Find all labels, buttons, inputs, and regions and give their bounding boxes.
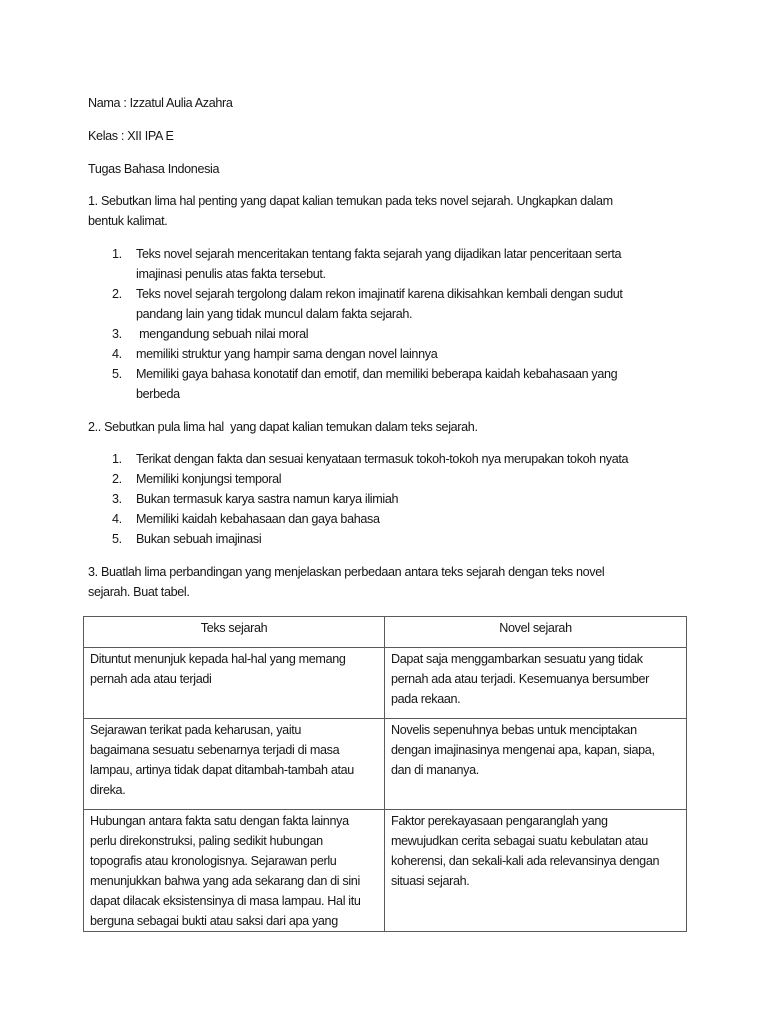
question-2-prompt: 2.. Sebutkan pula lima hal yang dapat kalian temukan dalam teks sejarah. — [88, 420, 478, 434]
cell-line: Novelis sepenuhnya bebas untuk menciptakan — [391, 723, 637, 737]
list-item-text: Teks novel sejarah menceritakan tentang fakta sejarah yang dijadikan latar penceritaan serta — [136, 247, 622, 261]
cell-line: mewujudkan cerita sebagai suatu kebulatan atau — [391, 834, 648, 848]
cell-novel-sejarah — [385, 719, 687, 810]
list-item-number: 5. — [112, 367, 122, 381]
list-item-number: 3. — [112, 492, 122, 506]
student-name: Nama : Izzatul Aulia Azahra — [88, 96, 233, 110]
list-item-text: imajinasi penulis atas fakta tersebut. — [136, 267, 326, 281]
list-item — [112, 324, 623, 344]
question-1-prompt-line: 1. Sebutkan lima hal penting yang dapat kalian temukan pada teks novel sejarah. Ungkapkan dalam — [88, 194, 613, 208]
list-item — [112, 284, 623, 324]
cell-line: lampau, artinya tidak dapat ditambah-tambah atau — [90, 763, 354, 777]
list-item-text: pandang lain yang tidak muncul dalam fakta sejarah. — [136, 307, 413, 321]
question-1-prompt-line: bentuk kalimat. — [88, 214, 168, 228]
cell-line: berguna sebagai bukti atau saksi dari apa yang — [90, 914, 338, 928]
question-3-prompt-line: sejarah. Buat tabel. — [88, 585, 190, 599]
cell-line: dapat dilacak eksistensinya di masa lampau. Hal itu — [90, 894, 361, 908]
list-item-number: 3. — [112, 327, 122, 341]
cell-line: topografis atau kronologisnya. Sejarawan perlu — [90, 854, 337, 868]
list-item-text: Teks novel sejarah tergolong dalam rekon imajinatif karena dikisahkan kembali dengan sudut — [136, 287, 623, 301]
cell-line: koherensi, dan sekali-kali ada relevansinya dengan — [391, 854, 660, 868]
cell-teks-sejarah — [84, 648, 385, 719]
list-item-text: Bukan termasuk karya sastra namun karya ilimiah — [136, 492, 399, 506]
list-item-text: mengandung sebuah nilai moral — [136, 327, 309, 341]
list-item — [112, 469, 628, 489]
cell-line: bagaimana sesuatu sebenarnya terjadi di masa — [90, 743, 340, 757]
list-item-number: 2. — [112, 287, 122, 301]
list-item — [112, 489, 628, 509]
cell-teks-sejarah — [84, 719, 385, 810]
question-1-answer-list — [112, 244, 623, 404]
list-item — [112, 364, 623, 404]
question-3-prompt-line: 3. Buatlah lima perbandingan yang menjelaskan perbedaan antara teks sejarah dengan teks novel — [88, 565, 605, 579]
list-item-number: 2. — [112, 472, 122, 486]
list-item — [112, 344, 623, 364]
table-row — [84, 810, 687, 932]
cell-teks-sejarah — [84, 810, 385, 932]
list-item-number: 5. — [112, 532, 122, 546]
list-item-text: Memiliki kaidah kebahasaan dan gaya bahasa — [136, 512, 380, 526]
cell-line: Dapat saja menggambarkan sesuatu yang tidak — [391, 652, 643, 666]
list-item — [112, 244, 623, 284]
cell-novel-sejarah — [385, 648, 687, 719]
list-item-text: Memiliki konjungsi temporal — [136, 472, 282, 486]
cell-line: Sejarawan terikat pada keharusan, yaitu — [90, 723, 302, 737]
list-item — [112, 529, 628, 549]
question-3-prompt — [88, 562, 688, 602]
column-header-teks-sejarah: Teks sejarah — [84, 617, 385, 648]
list-item-text: Terikat dengan fakta dan sesuai kenyataan termasuk tokoh-tokoh nya merupakan tokoh nyata — [136, 452, 629, 466]
cell-line: menunjukkan bahwa yang ada sekarang dan di sini — [90, 874, 360, 888]
list-item — [112, 449, 628, 469]
list-item-number: 1. — [112, 247, 122, 261]
comparison-table — [83, 616, 687, 932]
cell-line: Dituntut menunjuk kepada hal-hal yang memang — [90, 652, 346, 666]
cell-line: pernah ada atau terjadi. Kesemuanya bersumber — [391, 672, 649, 686]
cell-line: direka. — [90, 783, 126, 797]
question-1-prompt — [88, 191, 688, 231]
cell-line: situasi sejarah. — [391, 874, 470, 888]
list-item-text: Bukan sebuah imajinasi — [136, 532, 262, 546]
cell-novel-sejarah — [385, 810, 687, 932]
cell-line: dan di mananya. — [391, 763, 479, 777]
list-item-number: 4. — [112, 512, 122, 526]
cell-line: pada rekaan. — [391, 692, 461, 706]
table-header-row — [84, 617, 687, 648]
question-2-answer-list — [112, 449, 628, 549]
list-item-text: berbeda — [136, 387, 180, 401]
cell-line: dengan imajinasinya mengenai apa, kapan, siapa, — [391, 743, 655, 757]
cell-line: perlu direkonstruksi, paling sedikit hubungan — [90, 834, 323, 848]
list-item-number: 4. — [112, 347, 122, 361]
cell-line: Hubungan antara fakta satu dengan fakta lainnya — [90, 814, 349, 828]
cell-line: pernah ada atau terjadi — [90, 672, 212, 686]
column-header-novel-sejarah: Novel sejarah — [385, 617, 687, 648]
table-row — [84, 719, 687, 810]
list-item-number: 1. — [112, 452, 122, 466]
table-row — [84, 648, 687, 719]
list-item — [112, 509, 628, 529]
assignment-title: Tugas Bahasa Indonesia — [88, 162, 220, 176]
list-item-text: memiliki struktur yang hampir sama dengan novel lainnya — [136, 347, 438, 361]
list-item-text: Memiliki gaya bahasa konotatif dan emotif, dan memiliki beberapa kaidah kebahasaan yang — [136, 367, 618, 381]
cell-line: Faktor perekayasaan pengaranglah yang — [391, 814, 608, 828]
student-class: Kelas : XII IPA E — [88, 129, 174, 143]
